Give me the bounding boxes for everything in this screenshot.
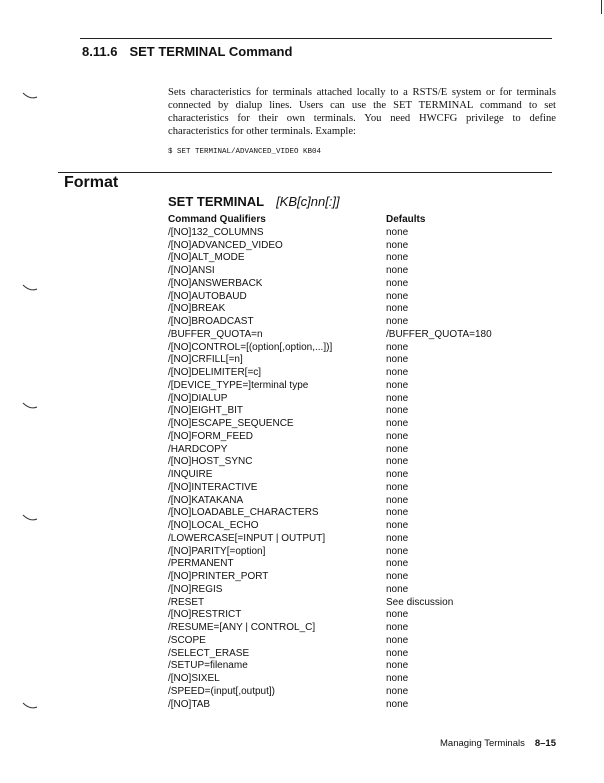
qualifier: /PERMANENT [168, 558, 234, 570]
default-value: none [386, 558, 409, 570]
qualifier: /SCOPE [168, 634, 206, 646]
qualifier: /[NO]DELIMITER[=c] [168, 367, 262, 378]
qualifier: /[NO]HOST_SYNC [168, 456, 253, 468]
section-heading [82, 44, 292, 59]
qualifier: /[NO]INTERACTIVE [168, 481, 258, 493]
qualifier: /[NO]CONTROL=[(option[,option,...])] [168, 341, 333, 353]
qualifier: /[NO]CRFILL[=n] [168, 354, 243, 366]
default-value: none [386, 647, 409, 659]
qualifier: /[NO]ADVANCED_VIDEO [168, 239, 283, 251]
default-value: none [386, 571, 409, 582]
qualifier: /[NO]LOCAL_ECHO [168, 520, 259, 531]
default-value: none [386, 532, 409, 544]
default-value: none [386, 379, 409, 391]
default-value: none [386, 443, 409, 455]
binding-mark-icon [22, 402, 38, 410]
default-value: none [386, 481, 409, 493]
qualifier: /RESUME=[ANY | CONTROL_C] [168, 622, 316, 633]
default-value: none [386, 277, 409, 289]
default-value: none [386, 316, 409, 327]
default-value: /BUFFER_QUOTA=180 [386, 328, 492, 340]
default-value: none [386, 545, 409, 557]
default-value: none [386, 290, 409, 302]
binding-mark-icon [22, 92, 38, 100]
default-value: none [386, 609, 409, 621]
default-value: none [386, 469, 409, 480]
default-value: none [386, 583, 409, 595]
command-syntax [168, 194, 340, 209]
scan-edge-mark [601, 0, 602, 14]
qualifier: /[DEVICE_TYPE=]terminal type [168, 379, 309, 391]
page-number: 8–15 [534, 738, 556, 749]
intro-paragraph: Sets characteristics for terminals attached locally to a RSTS/E system or for terminals connected by dialup lines. Users can use the SET TERMINAL command to set characteristics for their own terminals. You need HWCFG privilege to define characteristics for other terminals. Example: [168, 87, 556, 137]
default-value: none [386, 405, 409, 417]
qualifier: /LOWERCASE[=INPUT | OUTPUT] [168, 532, 326, 544]
default-value: none [386, 456, 409, 468]
qualifier: /INQUIRE [168, 469, 213, 480]
qualifier: /SETUP=filename [168, 660, 248, 672]
section-number: 8.11.6 [82, 44, 118, 59]
qualifier: /[NO]PRINTER_PORT [168, 571, 269, 582]
syntax-command: SET TERMINAL [168, 194, 265, 209]
default-value: none [386, 367, 409, 378]
qualifier: /[NO]LOADABLE_CHARACTERS [168, 507, 319, 519]
default-value: none [386, 507, 409, 519]
format-heading: Format [64, 174, 119, 191]
default-value: none [386, 226, 409, 238]
header-qualifiers: Command Qualifiers [168, 214, 266, 225]
qualifier: /[NO]BROADCAST [168, 316, 254, 327]
qualifier: /[NO]ESCAPE_SEQUENCE [168, 418, 294, 429]
page-footer [440, 738, 556, 749]
default-value: none [386, 392, 409, 404]
default-value: none [386, 622, 409, 633]
qualifier: /[NO]132_COLUMNS [168, 226, 264, 238]
qualifier: /BUFFER_QUOTA=n [168, 328, 263, 340]
qualifier: /[NO]BREAK [168, 303, 226, 315]
default-value: none [386, 354, 409, 366]
qualifier: /[NO]AUTOBAUD [168, 290, 247, 302]
default-value: none [386, 660, 409, 672]
qualifier: /SPEED=(input[,output]) [168, 685, 276, 697]
default-value: none [386, 418, 409, 429]
qualifier: /[NO]SIXEL [168, 673, 220, 684]
default-value: none [386, 252, 409, 264]
binding-mark-icon [22, 702, 38, 710]
qualifier: /[NO]ANSI [168, 265, 215, 276]
qualifier: /RESET [168, 596, 205, 608]
default-value: See discussion [386, 596, 454, 608]
default-value: none [386, 494, 409, 506]
binding-mark-icon [22, 514, 38, 522]
section-title: SET TERMINAL Command [129, 44, 293, 59]
footer-title: Managing Terminals [440, 738, 525, 749]
default-value: none [386, 239, 409, 251]
qualifier: /[NO]RESTRICT [168, 609, 242, 621]
qualifier: /[NO]EIGHT_BIT [168, 405, 244, 417]
header-defaults: Defaults [386, 214, 426, 225]
default-value: none [386, 341, 409, 353]
qualifier: /SELECT_ERASE [168, 647, 250, 659]
default-value: none [386, 685, 409, 697]
qualifier: /[NO]FORM_FEED [168, 430, 254, 442]
default-value: none [386, 673, 409, 684]
qualifier: /[NO]ALT_MODE [168, 252, 245, 264]
default-value: none [386, 265, 409, 276]
qualifier: /[NO]PARITY[=option] [168, 545, 266, 557]
qualifier: /[NO]KATAKANA [168, 494, 244, 506]
qualifier: /HARDCOPY [168, 443, 228, 455]
qualifier: /[NO]ANSWERBACK [168, 277, 263, 289]
example-command: $ SET TERMINAL/ADVANCED_VIDEO KB04 [168, 148, 322, 156]
default-value: none [386, 430, 409, 442]
default-value: none [386, 303, 409, 315]
default-value: none [386, 520, 409, 531]
qualifier: /[NO]REGIS [168, 583, 223, 595]
qualifier: /[NO]DIALUP [168, 392, 228, 404]
top-rule [80, 38, 552, 39]
binding-mark-icon [22, 284, 38, 292]
qualifier: /[NO]TAB [168, 698, 211, 710]
format-rule [58, 172, 552, 173]
default-value: none [386, 634, 409, 646]
default-value: none [386, 698, 409, 710]
syntax-param: [KB[c]nn[:]] [276, 194, 340, 209]
